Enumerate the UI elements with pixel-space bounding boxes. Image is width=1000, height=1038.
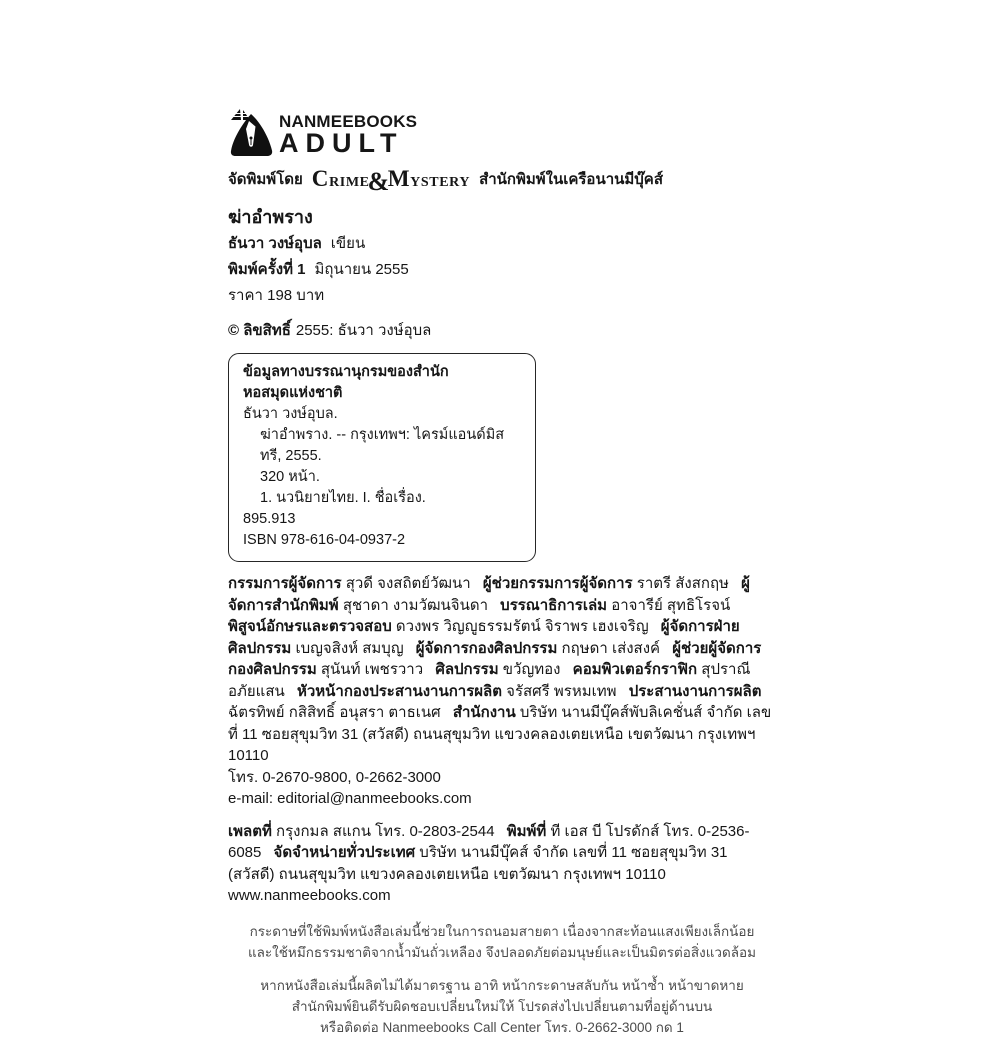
edition-date: มิถุนายน 2555 [314,261,409,278]
credit-segment: จัดจำหน่ายทั่วประเทศ บริษัท นานมีบุ๊คส์ จำกัด เลขที่ 11 ซอยสุขุมวิท 31 (สวัสดี) ถนนสุขุมวิท แขวงคลองเตยเหนือ เขตวัฒนา กรุงเทพฯ 10110 www.nanmeebooks.com [228,844,728,904]
published-by-line [228,165,776,196]
credit-segment: ผู้ช่วยผู้จัดการกองศิลปกรรม สุนันท์ เพชรวาว [228,639,762,678]
note-line: หรือติดต่อ Nanmeebooks Call Center โทร. 0-2662-3000 กด 1 [320,1019,684,1035]
brand-wordmark [279,113,417,157]
credit-segment: ประสานงานการผลิต ฉัตรทิพย์ กสิสิทธิ์ อนุสรา ตาธเนศ [228,682,762,721]
brand-name: NANMEEBOOKS [279,112,418,131]
credits-paragraph [228,573,776,767]
copyright-value: 2555: ธันวา วงษ์อุบล [295,322,432,339]
credit-segment: ผู้จัดการสำนักพิมพ์ สุชาดา งามวัฒนจินดา [228,575,750,614]
ampersand-glyph: & [367,167,390,196]
cip-box [228,353,536,562]
copyright-line [228,321,776,341]
edition-line [228,260,776,280]
production-paragraph [228,821,776,907]
phone-line: โทร. 0-2670-9800, 0-2662-3000 [228,768,441,786]
credit-segment: ศิลปกรรม ขวัญทอง [435,661,561,678]
note-line: กระดาษที่ใช้พิมพ์หนังสือเล่มนี้ช่วยในการถนอมสายตา เนื่องจากสะท้อนแสงเพียงเล็กน้อย [249,923,755,939]
cip-line: 895.913 [243,511,296,527]
author-line [228,234,776,254]
crime-mystery-logo [311,165,471,196]
note-line: และใช้หมึกธรรมชาติจากน้ำมันถั่วเหลือง จึงปลอดภัยต่อมนุษย์และเป็นมิตรต่อสิ่งแวดล้อม [247,944,757,960]
mystery-word: MYSTERY [387,165,471,191]
note-line: สำนักพิมพ์ยินดีรับผิดชอบเปลี่ยนใหม่ให้ โปรดส่งไปเปลี่ยนตามที่อยู่ด้านบน [291,998,713,1014]
author-name: ธันวา วงษ์อุบล [228,235,322,252]
boat-pen-icon [228,108,274,158]
defect-note [228,975,776,1038]
credit-segment: กรรมการผู้จัดการ สุวดี จงสถิตย์วัฒนา [228,575,471,592]
price-line: ราคา 198 บาท [228,287,325,304]
email-line: e-mail: editorial@nanmeebooks.com [228,790,472,807]
copyright-label: © ลิขสิทธิ์ [228,322,291,339]
cip-lines [243,404,521,551]
credit-segment: ผู้จัดการกองศิลปกรรม กฤษดา เส่งสงค์ [415,639,661,657]
cip-line: ISBN 978-616-04-0937-2 [243,532,406,548]
credit-segment: เพลตที่ กรุงกมล สแกน โทร. 0-2803-2544 [228,822,495,840]
publisher-logo [228,108,776,158]
credit-segment: หัวหน้ากองประสานงานการผลิต จรัสศรี พรหมเทพ [296,682,617,700]
cip-line: ธันวา วงษ์อุบล. [243,406,338,422]
cip-line: 320 หน้า. [260,469,320,485]
published-by-label: จัดพิมพ์โดย [228,170,303,188]
cip-line: 1. นวนิยายไทย. I. ชื่อเรื่อง. [260,490,426,506]
credit-segment: พิสูจน์อักษรและตรวจสอบ ดวงพร วิญญูธรรมรัตน์ จิราพร เฮงเจริญ [228,618,649,635]
page-content [228,108,776,1038]
credit-segment: คอมพิวเตอร์กราฟิก สุปราณี อภัยแสน [228,661,751,700]
cip-heading: ข้อมูลทางบรรณานุกรมของสำนักหอสมุดแห่งชาติ [243,364,449,401]
credit-segment: บรรณาธิการเล่ม อาจารีย์ สุทธิโรจน์ [500,596,731,614]
credit-segment: สำนักงาน บริษัท นานมีบุ๊คส์พับลิเคชั่นส์ จำกัด เลขที่ 11 ซอยสุขุมวิท 31 (สวัสดี) ถนนสุขุมวิท แขวงคลองเตยเหนือ เขตวัฒนา กรุงเทพฯ 10110 [228,704,772,764]
brand-imprint-label: ADULT [279,128,404,158]
author-role: เขียน [330,235,366,252]
credit-segment: ผู้ช่วยกรรมการผู้จัดการ ราตรี สังสกฤษ [482,575,729,592]
credit-segment: พิมพ์ที่ ที เอส บี โปรดักส์ โทร. 0-2536-6085 [228,822,750,861]
book-title: ฆ่าอำพราง [228,207,313,227]
crime-word: CRIME [311,165,370,191]
imprint-suffix: สำนักพิมพ์ในเครือนานมีบุ๊คส์ [479,170,663,188]
edition-label: พิมพ์ครั้งที่ 1 [228,261,306,278]
paper-note [228,921,776,963]
cip-line: ฆ่าอำพราง. -- กรุงเทพฯ: ไครม์แอนด์มิสทรี, 2555. [260,427,505,464]
credit-segment: ผู้จัดการฝ่ายศิลปกรรม เบญจสิงห์ สมบุญ [228,618,740,657]
note-line: หากหนังสือเล่มนี้ผลิตไม่ได้มาตรฐาน อาทิ หน้ากระดาษสลับกัน หน้าซ้ำ หน้าขาดหาย [260,977,744,993]
